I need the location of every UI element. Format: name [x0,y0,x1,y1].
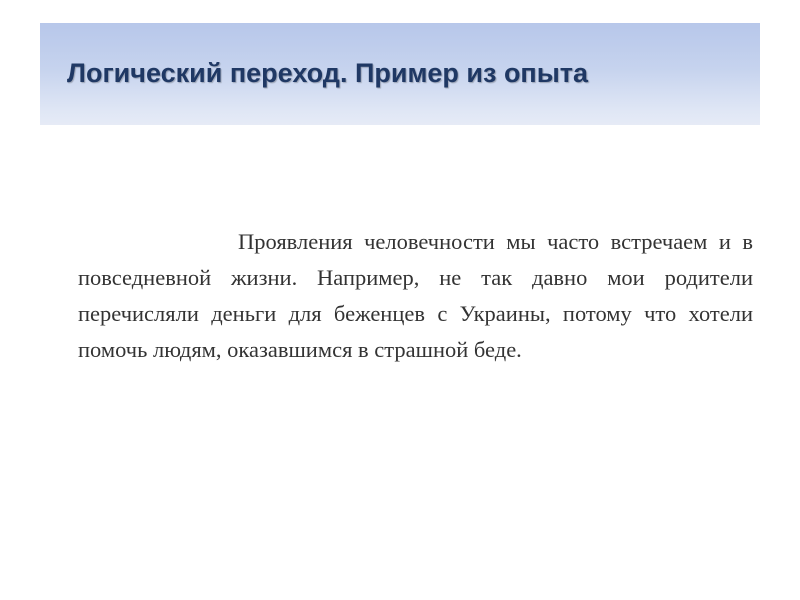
slide-title: Логический переход. Пример из опыта [67,58,589,88]
slide-paragraph: Проявления человечности мы часто встречаем и в повседневной жизни. Например, не так давно мои родители перечисляли деньги для беженцев с Украины, потому что хотели помочь людям, оказавшимся в страшной беде. [78,229,753,362]
